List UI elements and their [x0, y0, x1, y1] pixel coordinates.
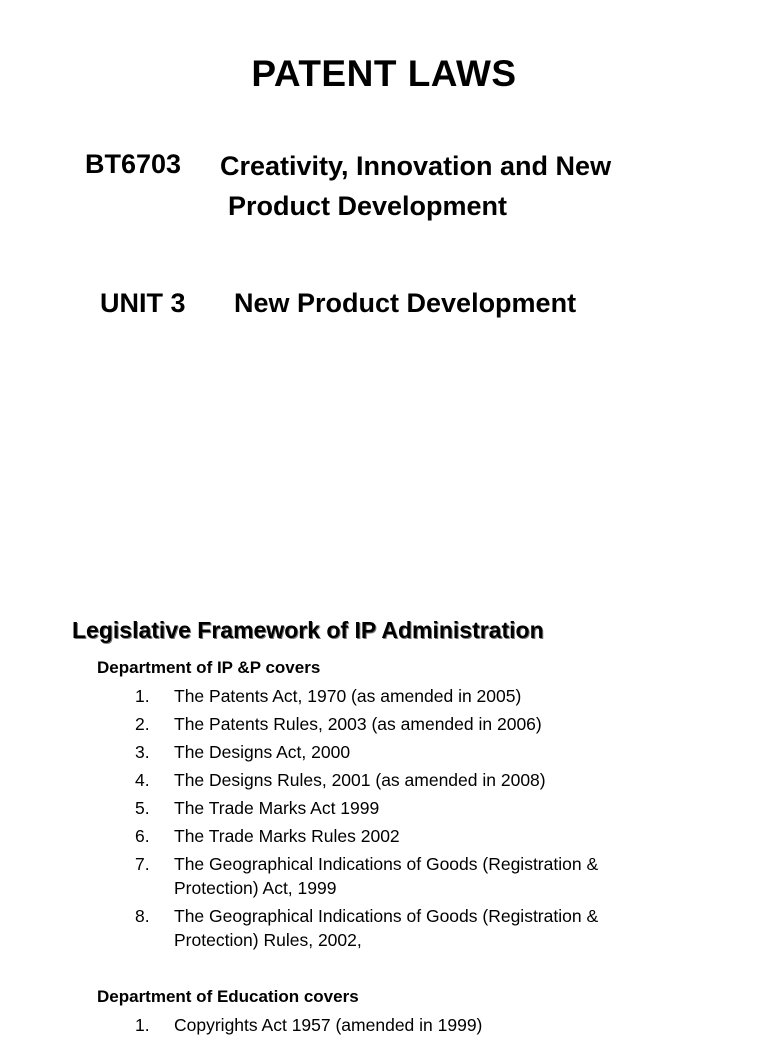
list-item: [0, 1013, 768, 1041]
list-item-number: 3.: [135, 742, 150, 762]
education-acts-list: [0, 1013, 768, 1041]
list-item-number: 1.: [135, 686, 150, 706]
course-code: BT6703: [85, 149, 182, 179]
list-item-text: The Patents Rules, 2003 (as amended in 2006): [174, 714, 542, 734]
section-heading: Legislative Framework of IP Administration: [72, 617, 544, 643]
ipp-acts-list: [0, 684, 768, 956]
list-item-text: The Trade Marks Rules 2002: [174, 826, 400, 846]
document-title: PATENT LAWS: [251, 53, 517, 94]
list-item-number: 7.: [135, 854, 150, 874]
list-item-text: The Designs Rules, 2001 (as amended in 2008): [174, 770, 546, 790]
list-item-number: 4.: [135, 770, 150, 790]
list-item-number: 6.: [135, 826, 150, 846]
list-item-text: The Patents Act, 1970 (as amended in 2005): [174, 686, 522, 706]
list-item-text: The Geographical Indications of Goods (Registration & Protection) Rules, 2002,: [174, 906, 599, 950]
list-item: [0, 796, 768, 824]
list-item: [0, 768, 768, 796]
list-item-text: The Trade Marks Act 1999: [174, 798, 380, 818]
list-item: [0, 712, 768, 740]
list-item-text: Copyrights Act 1957 (amended in 1999): [174, 1015, 483, 1035]
unit-code: UNIT 3: [100, 288, 186, 318]
list-item-number: 8.: [135, 906, 150, 926]
list-item: [0, 684, 768, 712]
list-item: [0, 904, 768, 956]
list-item: [0, 824, 768, 852]
list-item-text: The Geographical Indications of Goods (Registration & Protection) Act, 1999: [174, 854, 599, 898]
list-item-number: 5.: [135, 798, 150, 818]
department-heading-ipp: Department of IP &P covers: [97, 658, 321, 677]
list-item-number: 1.: [135, 1015, 150, 1035]
course-name-line1: Creativity, Innovation and New: [220, 151, 612, 181]
course-name-line2: Product Development: [228, 191, 508, 221]
list-item-text: The Designs Act, 2000: [174, 742, 351, 762]
department-heading-education: Department of Education covers: [97, 987, 359, 1006]
list-item: [0, 852, 768, 904]
unit-name: New Product Development: [234, 288, 577, 318]
list-item: [0, 740, 768, 768]
list-item-number: 2.: [135, 714, 150, 734]
course-name: [220, 146, 690, 226]
